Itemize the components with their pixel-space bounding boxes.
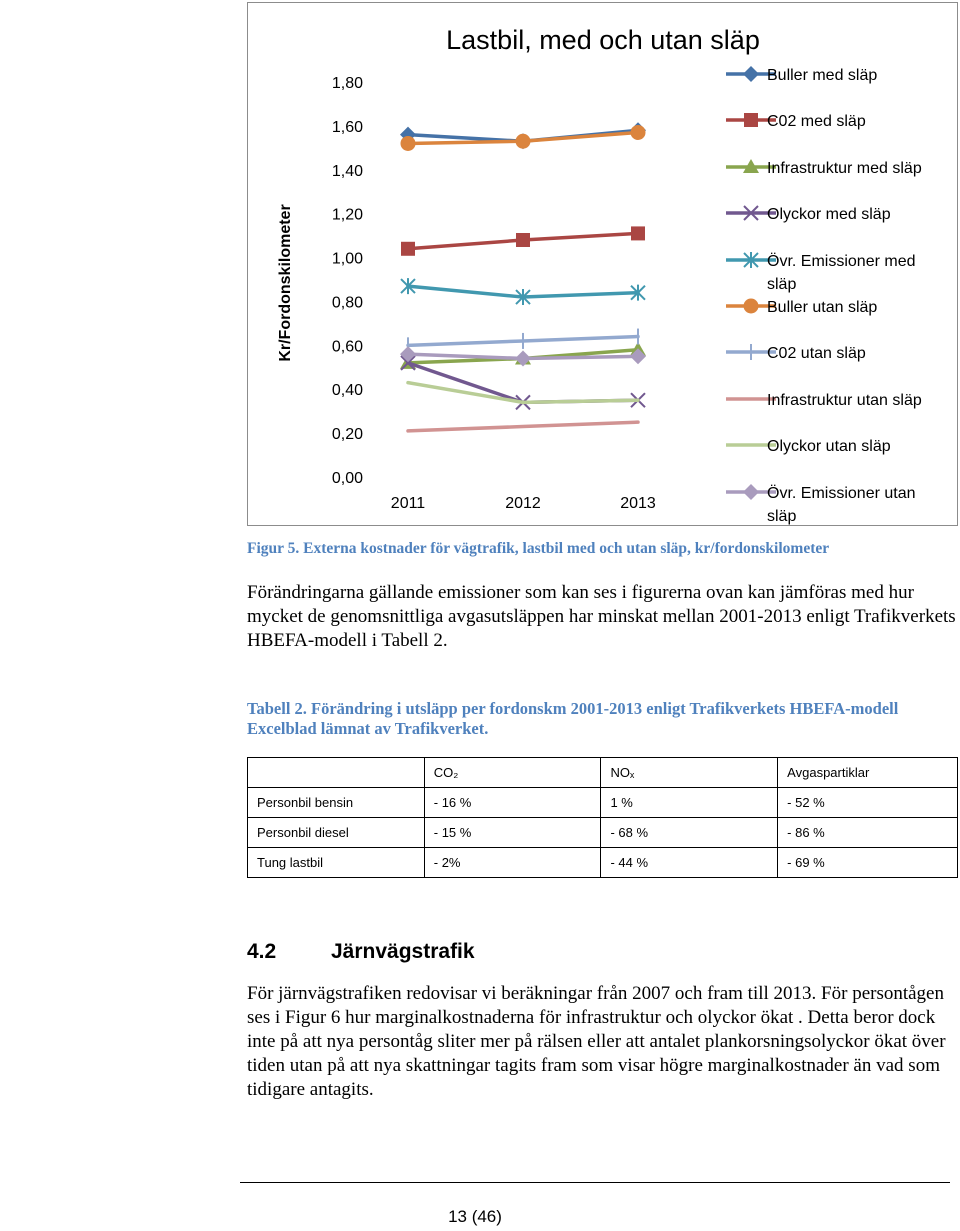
legend-marker — [743, 66, 759, 82]
y-tick-label: 1,40 — [331, 162, 363, 180]
series-line — [408, 422, 638, 431]
page-number: 13 (46) — [448, 1207, 502, 1226]
y-tick-label: 1,20 — [331, 206, 363, 224]
table-cell: - 2% — [424, 848, 601, 878]
legend-label: C02 med släp — [767, 113, 866, 130]
y-tick-label: 0,40 — [331, 382, 363, 400]
data-point — [401, 136, 416, 151]
table-row — [248, 848, 958, 878]
line-chart — [248, 3, 959, 527]
legend-label-line: släp — [767, 276, 797, 293]
legend-label-line: släp — [767, 508, 797, 525]
section-number: 4.2 — [247, 940, 277, 963]
chart-area — [247, 2, 958, 526]
data-point — [516, 134, 531, 149]
y-tick-label: 1,00 — [331, 250, 363, 268]
table-cell: - 16 % — [424, 788, 601, 818]
legend-label: Infrastruktur utan släp — [767, 392, 922, 409]
data-point — [400, 346, 416, 362]
legend-label-line: Övr. Emissioner utan — [767, 485, 916, 502]
data-point — [401, 242, 415, 256]
y-tick-label: 0,80 — [331, 294, 363, 312]
table-cell: - 44 % — [601, 848, 778, 878]
page-number-wrap — [0, 1207, 960, 1227]
y-tick-label: 1,60 — [331, 118, 363, 136]
footer-rule — [240, 1182, 950, 1183]
table-cell: Personbil diesel — [248, 818, 425, 848]
paragraph-railway: För järnvägstrafiken redovisar vi beräkningar från 2007 och fram till 2013. För persontågen ses i Figur 6 hur marginalkostnaderna för infrastruktur och olyckor ökat . Detta beror dock inte på att nya persontåg sliter mer på rälsen eller att antalet plankorsningsolyckor ökat över tiden utan på att nya skattningar tagits fram som visar högre marginalkostnader än vad som tidigare antagits. — [247, 983, 946, 1100]
legend-label: Infrastruktur med släp — [767, 160, 922, 177]
data-point — [631, 226, 645, 240]
data-point — [516, 233, 530, 247]
table-cell: - 69 % — [778, 848, 958, 878]
series-line — [408, 383, 638, 403]
series-line — [408, 363, 638, 403]
data-point-shape — [516, 233, 530, 247]
table-cell: - 15 % — [424, 818, 601, 848]
table-header-row — [248, 758, 958, 788]
section-heading — [247, 940, 475, 964]
legend-label: Olyckor med släp — [767, 206, 891, 223]
figure-caption: Figur 5. Externa kostnader för vägtrafik, lastbil med och utan släp, kr/fordonskilometer — [247, 540, 830, 557]
legend-label — [767, 252, 915, 293]
table-header-cell: CO₂ — [424, 758, 601, 788]
legend-marker-shape — [743, 484, 759, 500]
data-point-shape — [400, 346, 416, 362]
x-tick-label: 2011 — [390, 495, 426, 512]
table-cell: Personbil bensin — [248, 788, 425, 818]
y-tick-label: 0,00 — [331, 470, 363, 487]
legend-label: Buller utan släp — [767, 299, 878, 316]
table-cell: - 86 % — [778, 818, 958, 848]
paragraph-emissions: Förändringarna gällande emissioner som kan ses i figurerna ovan kan jämföras med hur mycket de genomsnittliga avgasutsläppen har minskat mellan 2001-2013 enligt Trafikverkets HBEFA-modell i Tabell 2. — [247, 582, 956, 651]
table-cell: - 52 % — [778, 788, 958, 818]
y-tick-label: 0,20 — [331, 426, 363, 444]
table-cell: - 68 % — [601, 818, 778, 848]
data-point-shape — [631, 226, 645, 240]
y-tick-label: 0,60 — [331, 338, 363, 356]
legend-marker — [743, 484, 759, 500]
legend-marker-shape — [743, 66, 759, 82]
legend-marker-shape — [744, 299, 759, 314]
table-row — [248, 788, 958, 818]
legend-label: Buller med släp — [767, 67, 878, 84]
data-point-shape — [631, 125, 646, 140]
table-cell: 1 % — [601, 788, 778, 818]
table-cell: Tung lastbil — [248, 848, 425, 878]
chart-title: Lastbil, med och utan släp — [446, 25, 760, 55]
table-header-cell: NOₓ — [601, 758, 778, 788]
table-header-cell: Avgaspartiklar — [778, 758, 958, 788]
y-axis-label: Kr/Fordonskilometer — [277, 204, 294, 362]
legend-marker — [744, 113, 758, 127]
table-caption: Tabell 2. Förändring i utsläpp per fordonskm 2001-2013 enligt Trafikverkets HBEFA-modell Excelblad lämnat av Trafikverket. — [247, 699, 899, 738]
legend-label: Olyckor utan släp — [767, 438, 891, 455]
table-row — [248, 818, 958, 848]
legend-marker — [744, 299, 759, 314]
data-point-shape — [401, 242, 415, 256]
data-point-shape — [401, 136, 416, 151]
emissions-table — [247, 757, 958, 878]
data-point — [631, 125, 646, 140]
section-title: Järnvägstrafik — [331, 940, 475, 963]
table-header-cell — [248, 758, 425, 788]
x-tick-label: 2013 — [620, 495, 656, 512]
legend-label: C02 utan släp — [767, 345, 866, 362]
data-point-shape — [516, 134, 531, 149]
y-tick-label: 1,80 — [331, 75, 363, 92]
x-tick-label: 2012 — [505, 495, 541, 512]
legend-label-line: Övr. Emissioner med — [767, 253, 916, 270]
legend-marker-shape — [744, 113, 758, 127]
legend-label — [767, 484, 916, 525]
